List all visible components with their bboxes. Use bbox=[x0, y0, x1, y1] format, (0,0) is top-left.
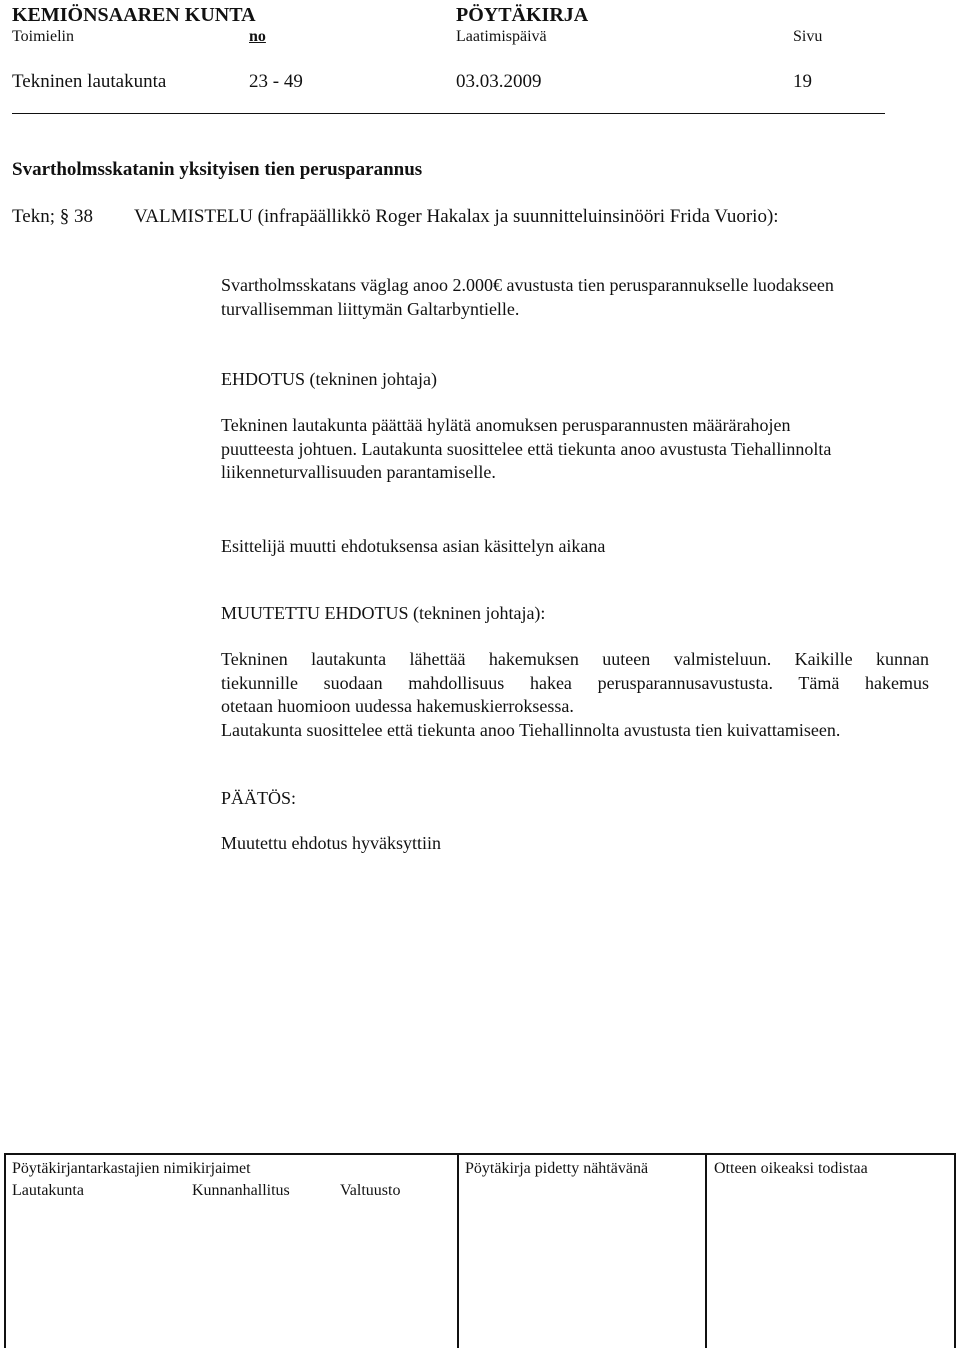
footer-body-lautakunta: Lautakunta bbox=[12, 1182, 84, 1199]
header-value-number: 23 - 49 bbox=[249, 71, 303, 92]
background-paragraph bbox=[221, 274, 929, 321]
decision-heading: PÄÄTÖS: bbox=[221, 788, 297, 808]
document-type: PÖYTÄKIRJA bbox=[456, 4, 589, 26]
text-line: Lautakunta suosittelee että tiekunta anoo Tiehallinnolta avustusta tien kuivattamiseen. bbox=[221, 719, 841, 740]
header-value-page: 19 bbox=[793, 71, 812, 92]
text-line: otetaan huomioon uudessa hakemuskierroksessa. bbox=[221, 696, 574, 716]
presenter-note: Esittelijä muutti ehdotuksensa asian käsittelyn aikana bbox=[221, 536, 606, 556]
footer-signature-table bbox=[4, 1153, 956, 1348]
item-reference: Tekn; § 38 bbox=[12, 206, 93, 227]
header-value-body: Tekninen lautakunta bbox=[12, 71, 167, 92]
footer-body-valtuusto: Valtuusto bbox=[340, 1182, 401, 1199]
footer-initials-heading: Pöytäkirjantarkastajien nimikirjaimet bbox=[12, 1160, 251, 1177]
amended-proposal-heading: MUUTETTU EHDOTUS (tekninen johtaja): bbox=[221, 603, 546, 623]
header-divider bbox=[12, 113, 885, 114]
footer-column-divider bbox=[705, 1155, 707, 1348]
preparation-line: VALMISTELU (infrapäällikkö Roger Hakalax ja suunnitteluinsinööri Frida Vuorio): bbox=[134, 206, 779, 227]
proposal-paragraph bbox=[221, 414, 929, 485]
header-label-date: Laatimispäivä bbox=[456, 28, 547, 45]
header-value-date: 03.03.2009 bbox=[456, 71, 542, 92]
footer-display-heading: Pöytäkirja pidetty nähtävänä bbox=[465, 1160, 649, 1177]
footer-column-divider bbox=[457, 1155, 459, 1348]
amended-proposal-paragraph bbox=[221, 648, 929, 742]
text-line: liikenneturvallisuuden parantamiselle. bbox=[221, 462, 496, 482]
text-line: puutteesta johtuen. Lautakunta suosittelee että tiekunta anoo avustusta Tiehallinnolta bbox=[221, 438, 832, 459]
municipality-name: KEMIÖNSAAREN KUNTA bbox=[12, 4, 256, 26]
text-line: turvallisemman liittymän Galtarbyntielle. bbox=[221, 298, 520, 319]
text-line: Tekninen lautakunta lähettää hakemuksen uuteen valmisteluun. Kaikille kunnan bbox=[221, 649, 929, 669]
footer-certified-heading: Otteen oikeaksi todistaa bbox=[714, 1160, 868, 1177]
text-line: Tekninen lautakunta päättää hylätä anomuksen perusparannusten määrärahojen bbox=[221, 415, 791, 435]
header-label-body: Toimielin bbox=[12, 28, 74, 45]
text-line: tiekunnille suodaan mahdollisuus hakea perusparannusavustusta. Tämä hakemus bbox=[221, 672, 929, 693]
header-label-page: Sivu bbox=[793, 28, 823, 45]
header-label-number: no bbox=[249, 28, 266, 45]
proposal-heading: EHDOTUS (tekninen johtaja) bbox=[221, 369, 437, 389]
decision-text: Muutettu ehdotus hyväksyttiin bbox=[221, 833, 441, 853]
footer-body-kunnanhallitus: Kunnanhallitus bbox=[192, 1182, 290, 1199]
item-title: Svartholmsskatanin yksityisen tien perusparannus bbox=[12, 159, 423, 180]
text-line: Svartholmsskatans väglag anoo 2.000€ avustusta tien perusparannukselle luodakseen bbox=[221, 275, 834, 295]
